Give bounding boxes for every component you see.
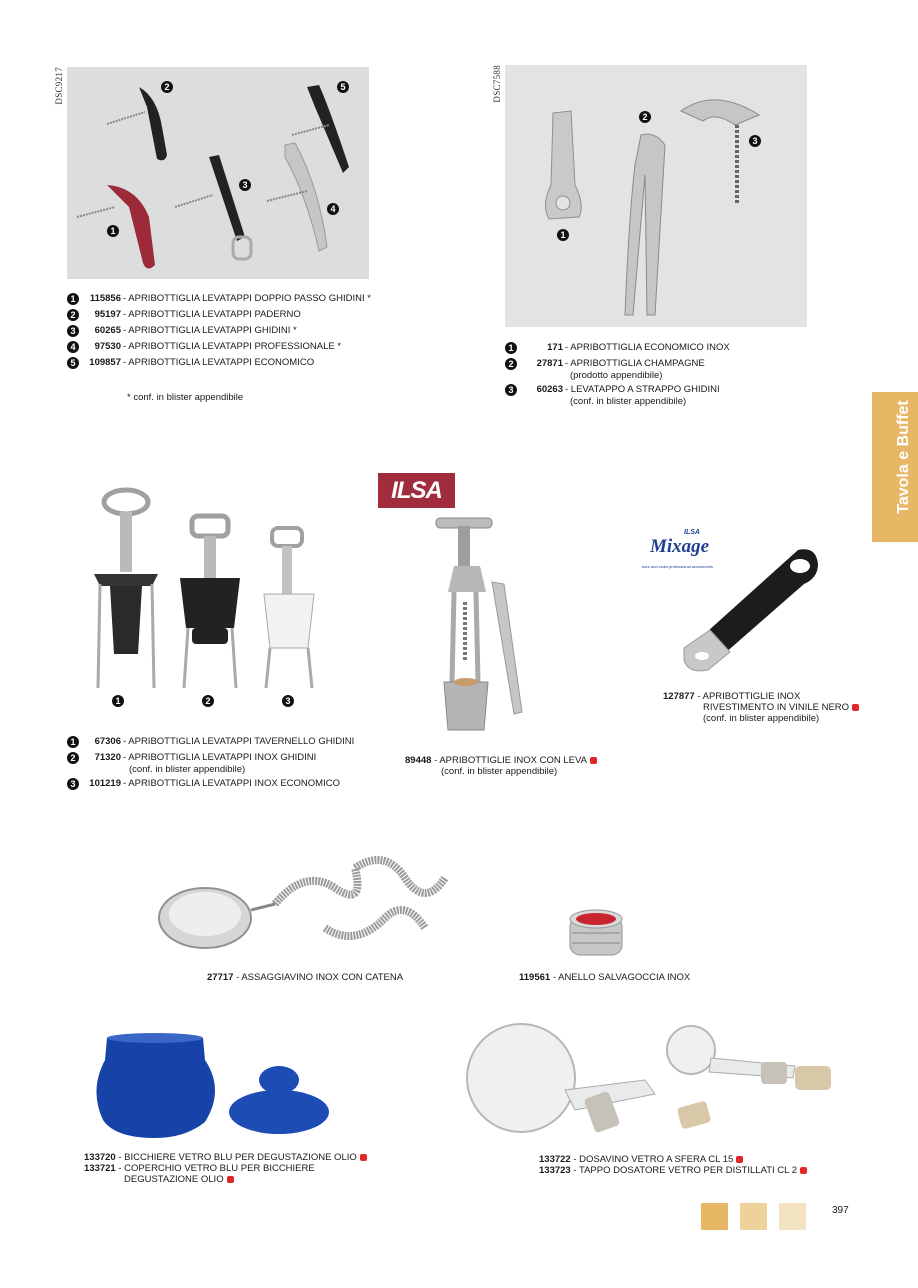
product-description-line: - APRIBOTTIGLIA LEVATAPPI INOX GHIDINI (123, 752, 317, 763)
callout-2: 2 (161, 81, 173, 93)
item-number: 3 (67, 325, 79, 337)
product-description: - APRIBOTTIGLIA LEVATAPPI TAVERNELLO GHIDINI (123, 736, 355, 747)
product-photo-wing-corkscrews (80, 478, 340, 708)
item-number: 2 (67, 752, 79, 764)
product-code: 97530 (94, 341, 121, 352)
wing-corkscrews-illustration (80, 478, 340, 708)
product-photo-openers (505, 65, 807, 327)
lever-corkscrew-illustration (430, 512, 530, 742)
item-number: 3 (67, 778, 79, 790)
product-code: 60265 (94, 325, 121, 336)
item-number: 1 (67, 293, 79, 305)
product-description: - APRIBOTTIGLIE INOX (697, 691, 801, 702)
mixage-logo-text: Mixage (650, 536, 710, 557)
callout-2: 2 (202, 695, 214, 707)
new-marker-icon (800, 1167, 807, 1174)
product-code: 133723 (539, 1165, 571, 1176)
product-description: - COPERCHIO VETRO BLU PER BICCHIERE (118, 1163, 315, 1174)
new-marker-icon (227, 1176, 234, 1183)
product-photo-wine-taster (155, 848, 455, 958)
product-description: - DOSAVINO VETRO A SFERA CL 15 (573, 1154, 734, 1165)
item-number: 2 (505, 358, 517, 370)
product-code: 133720 (84, 1152, 116, 1163)
product-code: 27717 (207, 972, 234, 983)
blister-note: * conf. in blister appendibile (127, 392, 244, 403)
callout-3: 3 (749, 135, 761, 147)
caption-89448 (405, 755, 597, 777)
caption-127877 (663, 691, 859, 724)
caption-119561 (519, 972, 690, 983)
product-photo-blue-tasting-glass (95, 1030, 335, 1145)
product-description: - BICCHIERE VETRO BLU PER DEGUSTAZIONE OLIO (118, 1152, 357, 1163)
product-list-1 (67, 293, 387, 373)
product-list-2 (505, 342, 825, 410)
product-description-sub: (conf. in blister appendibile) (570, 396, 687, 407)
product-description: - TAPPO DOSATORE VETRO PER DISTILLATI CL 2 (573, 1165, 797, 1176)
callout-3: 3 (239, 179, 251, 191)
product-code: 119561 (519, 972, 551, 983)
product-description-line3: (conf. in blister appendibile) (703, 713, 820, 724)
caption-27717 (207, 972, 403, 983)
item-number: 2 (67, 309, 79, 321)
callout-1: 1 (557, 229, 569, 241)
list-item (67, 778, 387, 794)
section-tab (872, 392, 918, 542)
product-photo-bar-blade (680, 542, 825, 677)
product-description: - APRIBOTTIGLIA LEVATAPPI PADERNO (123, 309, 301, 320)
product-description-sub: (conf. in blister appendibile) (441, 766, 558, 777)
list-item (67, 752, 387, 778)
product-code: 60263 (536, 384, 563, 395)
list-item (505, 384, 825, 410)
list-item (67, 341, 387, 357)
list-item (67, 309, 387, 325)
openers-illustration (505, 65, 807, 327)
callout-4: 4 (327, 203, 339, 215)
product-code: 127877 (663, 691, 695, 702)
product-code: 171 (547, 342, 563, 353)
photo-code-1: DSC9217 (54, 67, 64, 105)
product-description: - APRIBOTTIGLIA LEVATAPPI INOX ECONOMICO (123, 778, 340, 789)
item-number: 4 (67, 341, 79, 353)
list-item (505, 342, 825, 358)
corkscrews-illustration (67, 67, 369, 279)
mixage-logo-ilsa: ILSA (684, 529, 700, 536)
callout-1: 1 (112, 695, 124, 707)
product-description-line: - LEVATAPPO A STRAPPO GHIDINI (565, 384, 720, 395)
item-number: 1 (67, 736, 79, 748)
caption-133723 (539, 1165, 807, 1176)
product-code: 27871 (536, 358, 563, 369)
page-number: 397 (832, 1205, 849, 1216)
product-description: - APRIBOTTIGLIA LEVATAPPI GHIDINI * (123, 325, 297, 336)
product-list-3 (67, 736, 387, 794)
new-marker-icon (736, 1156, 743, 1163)
callout-1: 1 (107, 225, 119, 237)
product-photo-drip-ring (566, 905, 626, 960)
product-description-sub: (conf. in blister appendibile) (129, 764, 246, 775)
photo-code-2: DSC7588 (492, 65, 502, 103)
product-photo-glass-pourers (465, 1020, 840, 1145)
item-number: 3 (505, 384, 517, 396)
product-description-line2: RIVESTIMENTO IN VINILE NERO (703, 702, 850, 713)
drip-ring-illustration (566, 905, 626, 960)
mixage-logo-tagline: bars and clubs professional accessories (642, 564, 713, 569)
product-description: - APRIBOTTIGLIA LEVATAPPI PROFESSIONALE * (123, 341, 342, 352)
product-code: 115856 (89, 293, 121, 304)
product-description (565, 358, 705, 382)
list-item (67, 357, 387, 373)
product-photo-lever-corkscrew (430, 512, 530, 742)
section-tab-label: Tavola e Buffet (895, 400, 912, 514)
ilsa-logo (378, 473, 455, 508)
product-description: - APRIBOTTIGLIA ECONOMICO INOX (565, 342, 730, 353)
blue-glass-illustration (95, 1030, 335, 1145)
product-photo-waiters-corkscrews (67, 67, 369, 279)
product-code: 133722 (539, 1154, 571, 1165)
new-marker-icon (590, 757, 597, 764)
product-description (123, 752, 316, 776)
product-description: - APRIBOTTIGLIA LEVATAPPI DOPPIO PASSO GHIDINI * (123, 293, 371, 304)
product-description: - ASSAGGIAVINO INOX CON CATENA (236, 972, 404, 983)
color-swatch-2 (740, 1203, 767, 1230)
ilsa-logo-text: ILSA (391, 477, 442, 504)
callout-5: 5 (337, 81, 349, 93)
product-description-sub: (prodotto appendibile) (570, 370, 663, 381)
list-item (505, 358, 825, 384)
list-item (67, 325, 387, 341)
caption-133720 (84, 1152, 367, 1163)
product-description: - ANELLO SALVAGOCCIA INOX (552, 972, 691, 983)
bar-blade-illustration (680, 542, 825, 677)
product-code: 67306 (94, 736, 121, 747)
product-code: 101219 (89, 778, 121, 789)
wine-taster-illustration (155, 848, 455, 958)
glass-pourers-illustration (465, 1020, 840, 1145)
product-description-line2: DEGUSTAZIONE OLIO (124, 1174, 224, 1185)
caption-133722 (539, 1154, 743, 1165)
product-description: - APRIBOTTIGLIE INOX CON LEVA (434, 755, 587, 766)
item-number: 1 (505, 342, 517, 354)
product-description: - APRIBOTTIGLIA LEVATAPPI ECONOMICO (123, 357, 315, 368)
new-marker-icon (852, 704, 859, 711)
new-marker-icon (360, 1154, 367, 1161)
item-number: 5 (67, 357, 79, 369)
product-code: 95197 (94, 309, 121, 320)
caption-133721 (84, 1163, 315, 1185)
product-description (565, 384, 720, 408)
product-code: 89448 (405, 755, 432, 766)
product-code: 133721 (84, 1163, 116, 1174)
list-item (67, 293, 387, 309)
callout-2: 2 (639, 111, 651, 123)
color-swatch-3 (779, 1203, 806, 1230)
product-code: 109857 (89, 357, 121, 368)
product-description-line: - APRIBOTTIGLIA CHAMPAGNE (565, 358, 705, 369)
product-code: 71320 (94, 752, 121, 763)
callout-3: 3 (282, 695, 294, 707)
list-item (67, 736, 387, 752)
color-swatch-1 (701, 1203, 728, 1230)
